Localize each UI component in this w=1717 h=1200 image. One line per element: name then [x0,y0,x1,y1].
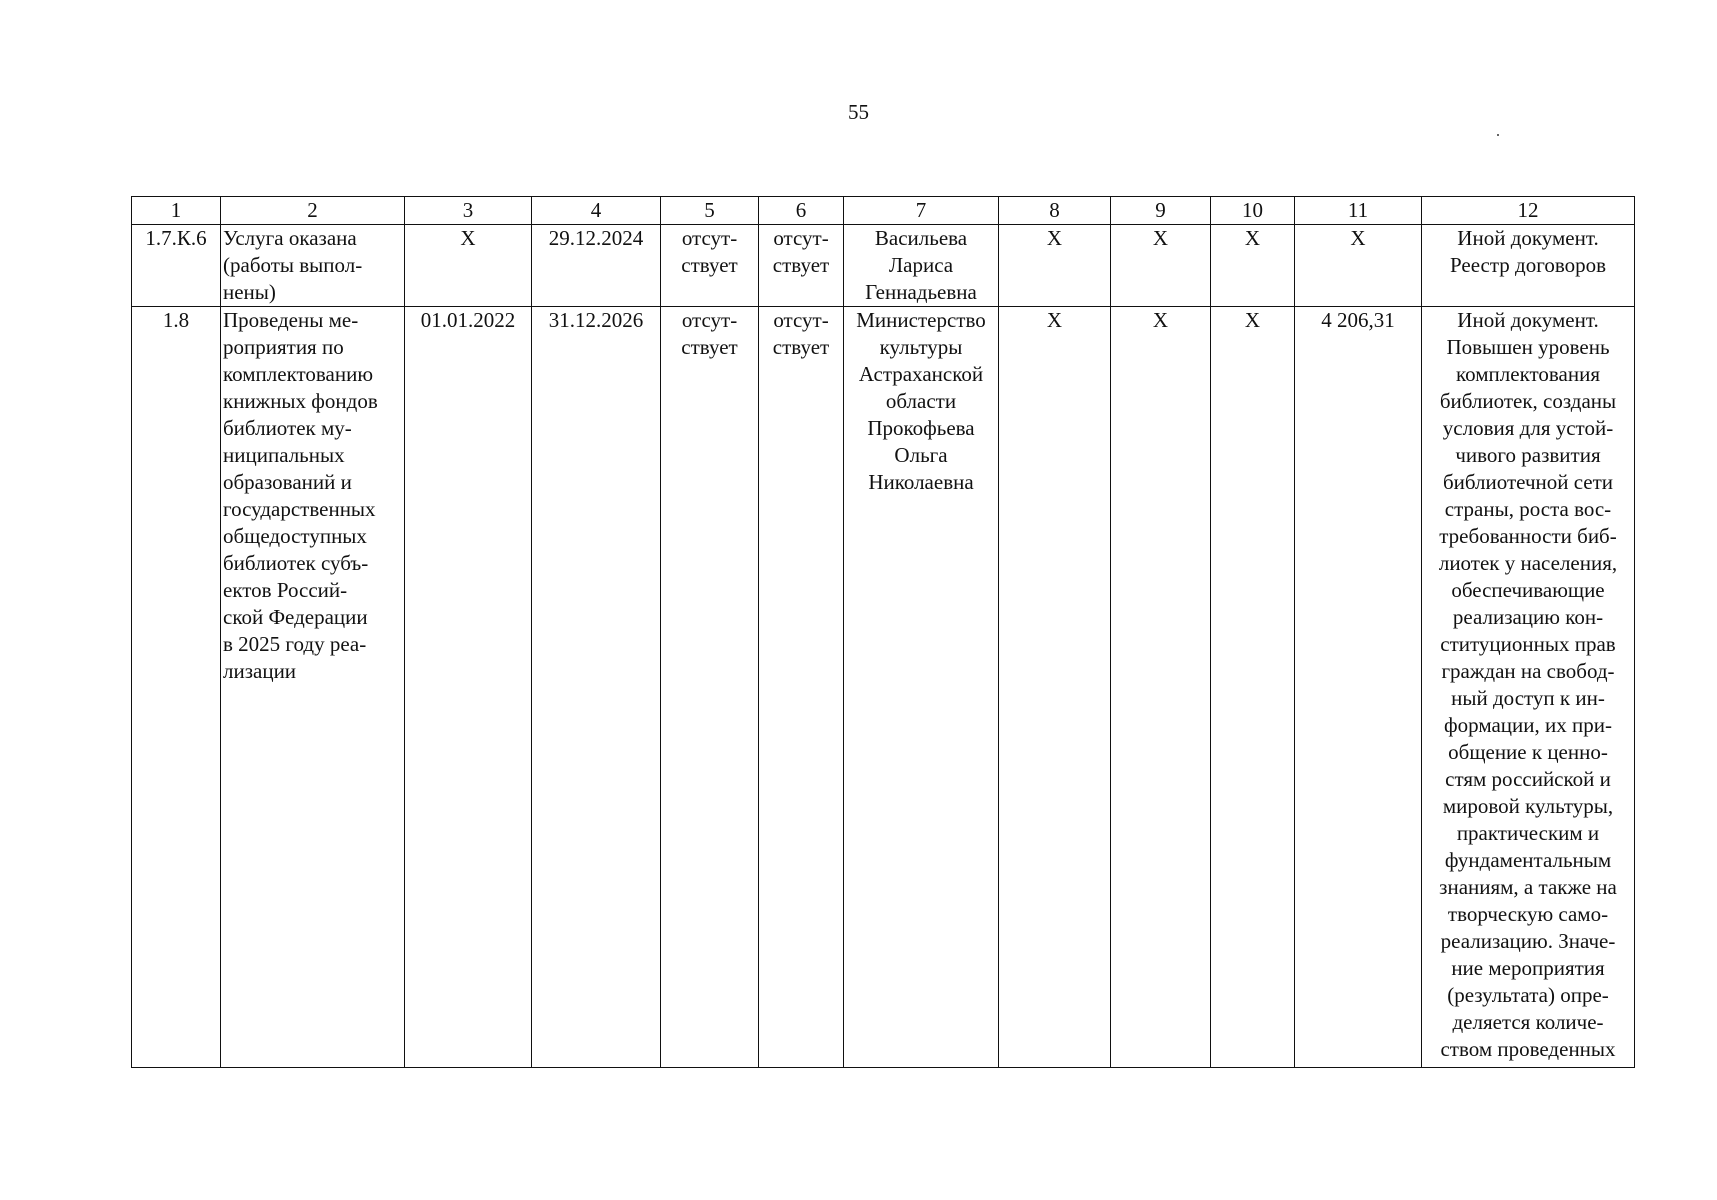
column-header: 8 [999,197,1111,225]
scan-speck [1497,134,1499,136]
column-number-row [132,197,1635,225]
column-header: 2 [221,197,405,225]
register-table [131,196,1635,1068]
start-date-cell: 01.01.2022 [405,307,532,1068]
start-date-cell: X [405,225,532,307]
table-row [132,225,1635,307]
col5-cell: отсут- ствует [661,225,759,307]
page-number: 55 [848,100,869,124]
col6-cell: отсут- ствует [759,307,844,1068]
column-header: 7 [844,197,999,225]
column-header: 10 [1211,197,1295,225]
col8-cell: X [999,307,1111,1068]
description-cell: Проведены ме- роприятия по комплектованию книжных фондов библиотек му- ниципальных образований и государственных общедоступных библиотек субъ- ектов Россий- ской Федерации в 2025 году реа- лизации [221,307,405,1068]
col10-cell: X [1211,225,1295,307]
col8-cell: X [999,225,1111,307]
responsible-cell: Министерство культуры Астраханской области Прокофьева Ольга Николаевна [844,307,999,1068]
column-header: 5 [661,197,759,225]
row-number-cell: 1.7.К.6 [132,225,221,307]
row-number-cell: 1.8 [132,307,221,1068]
end-date-cell: 29.12.2024 [532,225,661,307]
col5-cell: отсут- ствует [661,307,759,1068]
col9-cell: X [1111,225,1211,307]
column-header: 1 [132,197,221,225]
column-header: 9 [1111,197,1211,225]
table-row [132,307,1635,1068]
amount-cell: 4 206,31 [1295,307,1422,1068]
column-header: 3 [405,197,532,225]
document-cell: Иной документ. Реестр договоров [1422,225,1635,307]
column-header: 4 [532,197,661,225]
column-header: 12 [1422,197,1635,225]
column-header: 11 [1295,197,1422,225]
end-date-cell: 31.12.2026 [532,307,661,1068]
col9-cell: X [1111,307,1211,1068]
amount-cell: X [1295,225,1422,307]
document-cell: Иной документ. Повышен уровень комплектования библиотек, созданы условия для устой- чивого развития библиотечной сети страны, роста вос- требованности биб- лиотек у населения, обеспечивающие реализацию кон- ституционных прав граждан на свобод- ный доступ к ин- формации, их при- общение к ценно- стям российской и мировой культуры, практическим и фундаментальным знаниям, а также на творческую само- реализацию. Значе- ние мероприятия (результата) опре- деляется количе- ством проведенных [1422,307,1635,1068]
col10-cell: X [1211,307,1295,1068]
column-header: 6 [759,197,844,225]
description-cell: Услуга оказана (работы выпол- нены) [221,225,405,307]
responsible-cell: Васильева Лариса Геннадьевна [844,225,999,307]
col6-cell: отсут- ствует [759,225,844,307]
